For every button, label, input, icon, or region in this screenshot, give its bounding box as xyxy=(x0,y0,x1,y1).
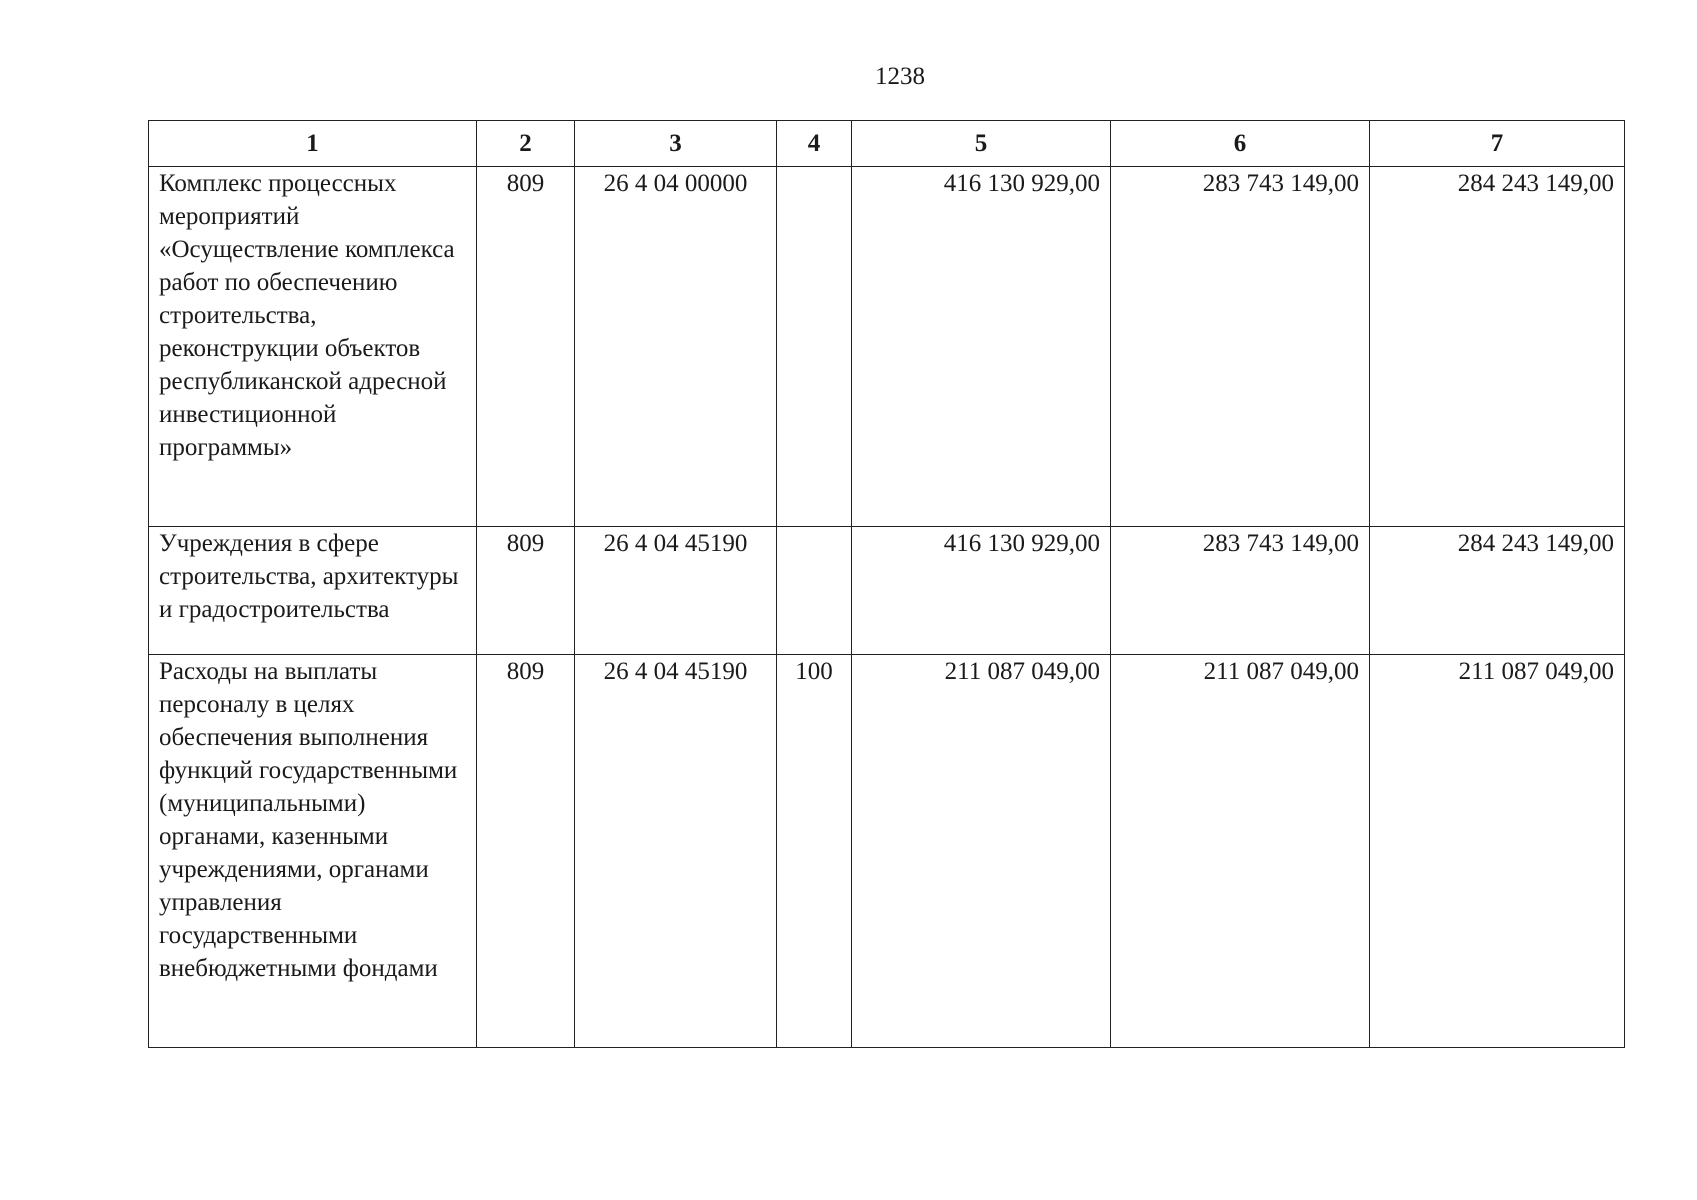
row-amount-col5: 211 087 049,00 xyxy=(852,655,1111,1048)
row-expense-type xyxy=(777,527,852,655)
row-grbs-code: 809 xyxy=(477,167,575,527)
page-number: 1238 xyxy=(875,63,925,90)
row-amount-col5: 416 130 929,00 xyxy=(852,167,1111,527)
row-name: Расходы на выплаты персоналу в целях обеспечения выполнения функций государственными (муниципальными) органами, казенными учреждениями, органами управления государственными внебюджетными фондами xyxy=(149,655,477,1048)
column-header-5: 5 xyxy=(852,121,1111,167)
table-row xyxy=(149,527,1625,655)
table-row xyxy=(149,655,1625,1048)
row-amount-col5: 416 130 929,00 xyxy=(852,527,1111,655)
row-target-article: 26 4 04 00000 xyxy=(575,167,777,527)
table-row xyxy=(149,167,1625,527)
row-grbs-code: 809 xyxy=(477,655,575,1048)
column-header-1: 1 xyxy=(149,121,477,167)
header-row xyxy=(149,121,1625,167)
row-amount-col7: 211 087 049,00 xyxy=(1370,655,1625,1048)
row-name: Учреждения в сфере строительства, архитектуры и градостроительства xyxy=(149,527,477,655)
row-expense-type: 100 xyxy=(777,655,852,1048)
row-target-article: 26 4 04 45190 xyxy=(575,527,777,655)
column-header-3: 3 xyxy=(575,121,777,167)
column-header-2: 2 xyxy=(477,121,575,167)
budget-table xyxy=(148,120,1625,1048)
column-header-6: 6 xyxy=(1111,121,1370,167)
row-amount-col6: 211 087 049,00 xyxy=(1111,655,1370,1048)
column-header-4: 4 xyxy=(777,121,852,167)
row-amount-col7: 284 243 149,00 xyxy=(1370,527,1625,655)
row-amount-col7: 284 243 149,00 xyxy=(1370,167,1625,527)
row-grbs-code: 809 xyxy=(477,527,575,655)
column-header-7: 7 xyxy=(1370,121,1625,167)
row-name: Комплекс процессных мероприятий «Осуществление комплекса работ по обеспечению строительства, реконструкции объектов республиканской адресной инвестиционной программы» xyxy=(149,167,477,527)
row-amount-col6: 283 743 149,00 xyxy=(1111,167,1370,527)
row-expense-type xyxy=(777,167,852,527)
row-target-article: 26 4 04 45190 xyxy=(575,655,777,1048)
row-amount-col6: 283 743 149,00 xyxy=(1111,527,1370,655)
